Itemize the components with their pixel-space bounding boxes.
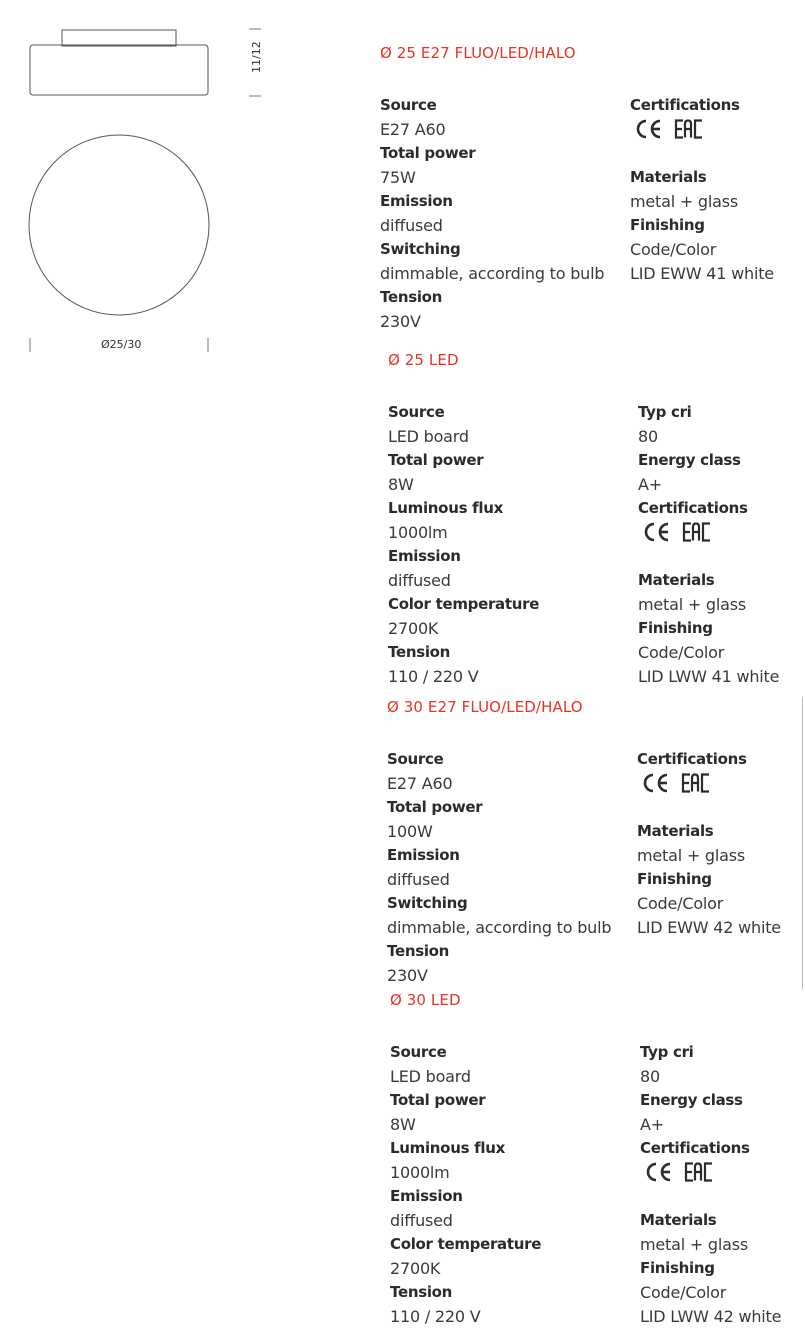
spec-value-switching: dimmable, according to bulb	[387, 918, 612, 937]
spec-value-switching: dimmable, according to bulb	[380, 264, 605, 283]
spec-label-materials: Materials	[637, 822, 714, 840]
spec-value-source: E27 A60	[380, 120, 446, 139]
spec-label-tension: Tension	[390, 1283, 453, 1301]
spec-value-emission: diffused	[387, 870, 450, 889]
height-dimension-label: 11/12	[250, 41, 263, 73]
spec-label-tension: Tension	[380, 288, 443, 306]
lamp-side-view-body	[30, 45, 208, 95]
ce-eac-certification-icon	[640, 520, 712, 548]
spec-label-typ-cri: Typ cri	[638, 403, 692, 421]
spec-label-materials: Materials	[640, 1211, 717, 1229]
spec-label-total-power: Total power	[380, 144, 476, 162]
spec-value-total-power: 8W	[390, 1115, 416, 1134]
ce-eac-certification-icon	[642, 1160, 714, 1188]
spec-label-energy-class: Energy class	[640, 1091, 743, 1109]
edge-divider	[802, 697, 803, 989]
spec-value-tension: 230V	[380, 312, 421, 331]
spec-value-typ-cri: 80	[638, 427, 658, 446]
section-title: Ø 25 LED	[388, 351, 459, 369]
spec-value-total-power: 100W	[387, 822, 433, 841]
section-title: Ø 30 LED	[390, 991, 461, 1009]
spec-value-materials: metal + glass	[638, 595, 747, 614]
spec-value-emission: diffused	[388, 571, 451, 590]
spec-value-source: LED board	[388, 427, 469, 446]
spec-label-finishing: Finishing	[637, 870, 712, 888]
spec-value-source: LED board	[390, 1067, 471, 1086]
spec-value-extra: LID EWW 42 white	[637, 918, 781, 937]
spec-value-tension: 230V	[387, 966, 428, 985]
diameter-dimension-label: Ø25/30	[101, 338, 142, 351]
spec-label-tension: Tension	[388, 643, 451, 661]
spec-value-luminous-flux: 1000lm	[388, 523, 448, 542]
spec-section-30-e27	[387, 698, 805, 988]
spec-section-25-e27	[380, 44, 800, 334]
spec-value-energy-class: A+	[640, 1115, 664, 1134]
ce-eac-certification-icon	[632, 117, 704, 145]
spec-label-emission: Emission	[380, 192, 453, 210]
spec-label-emission: Emission	[390, 1187, 463, 1205]
spec-label-source: Source	[390, 1043, 447, 1061]
spec-value-finishing: Code/Color	[640, 1283, 727, 1302]
spec-label-total-power: Total power	[388, 451, 484, 469]
spec-value-extra: LID EWW 41 white	[630, 264, 774, 283]
spec-label-materials: Materials	[638, 571, 715, 589]
spec-label-certifications: Certifications	[638, 499, 748, 517]
technical-drawing	[0, 0, 280, 370]
spec-label-emission: Emission	[388, 547, 461, 565]
spec-value-energy-class: A+	[638, 475, 662, 494]
spec-section-25-led	[388, 351, 805, 691]
spec-value-materials: metal + glass	[637, 846, 746, 865]
spec-label-source: Source	[388, 403, 445, 421]
spec-label-certifications: Certifications	[630, 96, 740, 114]
spec-label-total-power: Total power	[387, 798, 483, 816]
spec-label-switching: Switching	[380, 240, 461, 258]
spec-label-color-temperature: Color temperature	[388, 595, 540, 613]
spec-label-total-power: Total power	[390, 1091, 486, 1109]
spec-label-certifications: Certifications	[637, 750, 747, 768]
spec-value-total-power: 75W	[380, 168, 416, 187]
spec-value-materials: metal + glass	[630, 192, 739, 211]
spec-value-emission: diffused	[390, 1211, 453, 1230]
lamp-top-view	[29, 135, 209, 315]
section-title: Ø 25 E27 FLUO/LED/HALO	[380, 44, 576, 62]
spec-label-finishing: Finishing	[640, 1259, 715, 1277]
section-title: Ø 30 E27 FLUO/LED/HALO	[387, 698, 583, 716]
spec-label-finishing: Finishing	[638, 619, 713, 637]
spec-value-materials: metal + glass	[640, 1235, 749, 1254]
spec-value-extra: LID LWW 42 white	[640, 1307, 782, 1326]
spec-label-tension: Tension	[387, 942, 450, 960]
spec-value-finishing: Code/Color	[630, 240, 717, 259]
spec-value-total-power: 8W	[388, 475, 414, 494]
spec-value-emission: diffused	[380, 216, 443, 235]
spec-value-source: E27 A60	[387, 774, 453, 793]
spec-label-source: Source	[380, 96, 437, 114]
spec-value-finishing: Code/Color	[638, 643, 725, 662]
spec-label-switching: Switching	[387, 894, 468, 912]
spec-value-finishing: Code/Color	[637, 894, 724, 913]
spec-value-color-temperature: 2700K	[388, 619, 439, 638]
spec-value-tension: 110 / 220 V	[388, 667, 479, 686]
spec-value-typ-cri: 80	[640, 1067, 660, 1086]
spec-value-extra: LID LWW 41 white	[638, 667, 780, 686]
spec-value-luminous-flux: 1000lm	[390, 1163, 450, 1182]
spec-value-color-temperature: 2700K	[390, 1259, 441, 1278]
lamp-side-view-base	[62, 30, 176, 46]
spec-label-color-temperature: Color temperature	[390, 1235, 542, 1253]
spec-label-certifications: Certifications	[640, 1139, 750, 1157]
spec-value-tension: 110 / 220 V	[390, 1307, 481, 1326]
spec-label-energy-class: Energy class	[638, 451, 741, 469]
ce-eac-certification-icon	[639, 771, 711, 799]
spec-label-emission: Emission	[387, 846, 460, 864]
spec-section-30-led	[390, 991, 805, 1331]
spec-label-luminous-flux: Luminous flux	[388, 499, 503, 517]
spec-label-source: Source	[387, 750, 444, 768]
spec-label-finishing: Finishing	[630, 216, 705, 234]
spec-label-materials: Materials	[630, 168, 707, 186]
spec-label-luminous-flux: Luminous flux	[390, 1139, 505, 1157]
spec-label-typ-cri: Typ cri	[640, 1043, 694, 1061]
